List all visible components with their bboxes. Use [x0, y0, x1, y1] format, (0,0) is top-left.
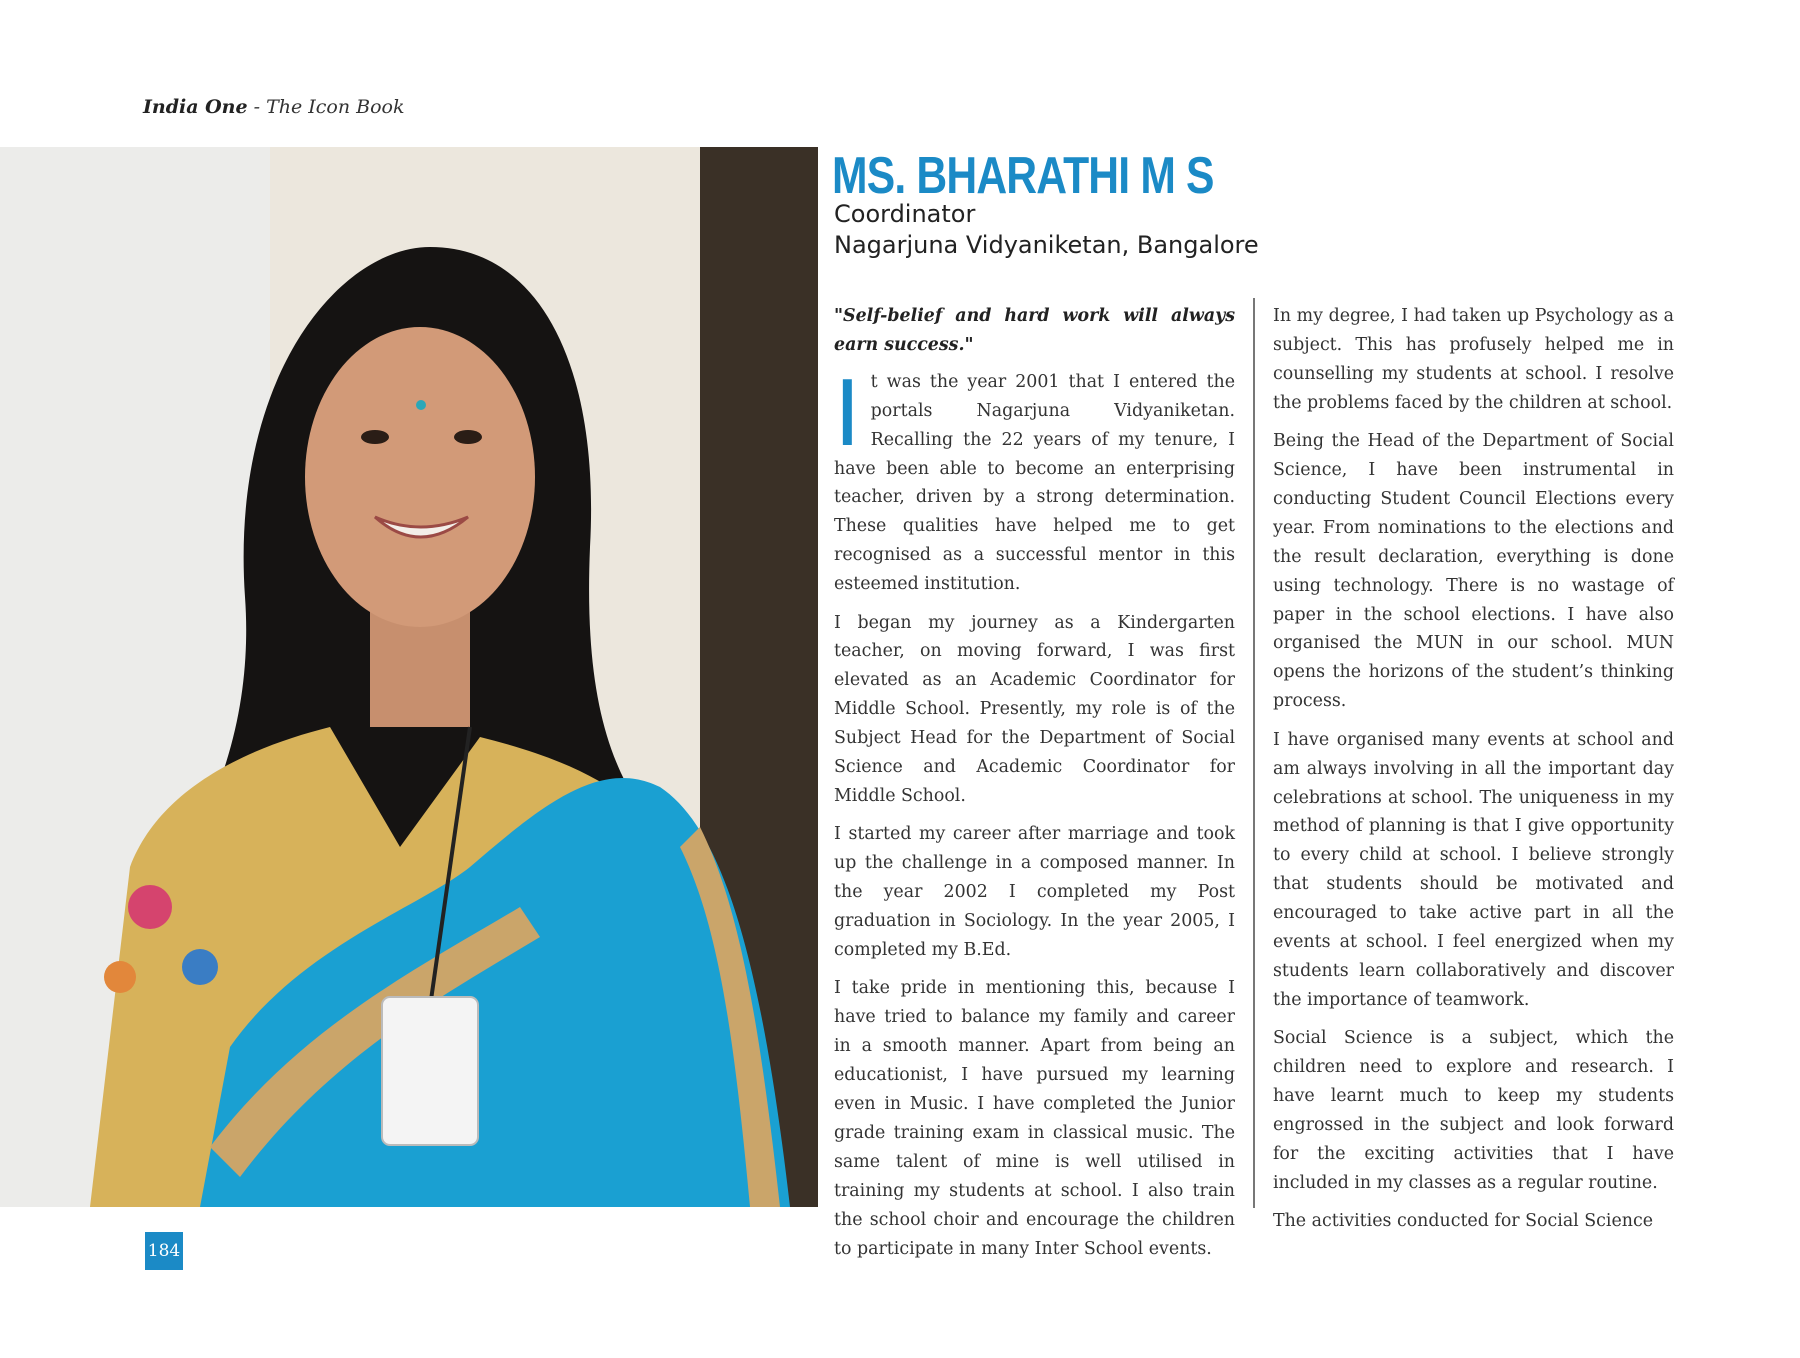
- running-header: [143, 96, 405, 118]
- pull-quote: "Self-belief and hard work will always earn success.": [834, 306, 1235, 355]
- person-institution: Nagarjuna Vidyaniketan, Bangalore: [834, 231, 1259, 259]
- bindi: [416, 400, 426, 410]
- id-card: [382, 997, 478, 1145]
- blouse-pattern: [182, 949, 218, 985]
- article-paragraph: In my degree, I had taken up Psychology as a subject. This has profusely helped me in counselling my students at school. I resolve the problems faced by the children at school.: [1273, 306, 1674, 413]
- column-divider: [1253, 298, 1255, 1208]
- page-number: 184: [145, 1232, 183, 1270]
- publication-title: India One: [143, 96, 248, 118]
- header-separator: -: [247, 96, 267, 118]
- portrait-photo: [0, 147, 818, 1207]
- article-column-right: [1273, 302, 1674, 1246]
- person-name: MS. BHARATHI M S: [832, 147, 1214, 205]
- blouse-pattern: [104, 961, 136, 993]
- drop-cap: I: [834, 358, 861, 466]
- article-paragraph: Being the Head of the Department of Social Science, I have been instrumental in conducting Student Council Elections every year. From nominations to the elections and the result declaration, everything is done using technology. There is no wastage of paper in the school elections. I have also organised the MUN in our school. MUN opens the horizons of the student’s thinking process.: [1273, 431, 1674, 712]
- article-paragraph: I take pride in mentioning this, because I have tried to balance my family and career in a smooth manner. Apart from being an educationist, I have pursued my learning even in Music. I have completed the Junior grade training exam in classical music. The same talent of mine is well utilised in training my students at school. I also train the school choir and encourage the children to participate in many Inter School events.: [834, 978, 1235, 1259]
- paragraph-text: t was the year 2001 that I entered the portals Nagarjuna Vidyaniketan. Recalling the 22 years of my tenure, I have been able to become an enterprising teacher, driven by a strong determination. These qualities have helped me to get recognised as a successful mentor in this esteemed institution.: [834, 371, 1235, 595]
- article-paragraph: I have organised many events at school and am always involving in all the important day celebrations at school. The uniqueness in my method of planning is that I give opportunity to every child at school. I believe strongly that students should be motivated and encouraged to take active part in all the events at school. I feel energized when my students learn collaboratively and discover the importance of teamwork.: [1273, 729, 1674, 1010]
- person-role: Coordinator: [834, 200, 976, 228]
- portrait-illustration: [0, 147, 818, 1207]
- blouse-pattern: [128, 885, 172, 929]
- left-eye: [361, 430, 389, 444]
- article-paragraph: I started my career after marriage and took up the challenge in a composed manner. In the year 2002 I completed my Post graduation in Sociology. In the year 2005, I completed my B.Ed.: [834, 824, 1235, 961]
- article-paragraph: Social Science is a subject, which the children need to explore and research. I have learnt much to keep my students engrossed in the subject and look forward for the exciting activities that I have included in my classes as a regular routine.: [1273, 1028, 1674, 1193]
- publication-subtitle: The Icon Book: [266, 96, 405, 118]
- article-paragraph: The activities conducted for Social Science: [1273, 1211, 1654, 1232]
- article-paragraph: [834, 358, 1235, 599]
- article-column-left: [834, 302, 1235, 1273]
- right-eye: [454, 430, 482, 444]
- face: [305, 327, 535, 627]
- article-paragraph: I began my journey as a Kindergarten teacher, on moving forward, I was first elevated as an Academic Coordinator for Middle School. Presently, my role is of the Subject Head for the Department of Social Science and Academic Coordinator for Middle School.: [834, 612, 1235, 806]
